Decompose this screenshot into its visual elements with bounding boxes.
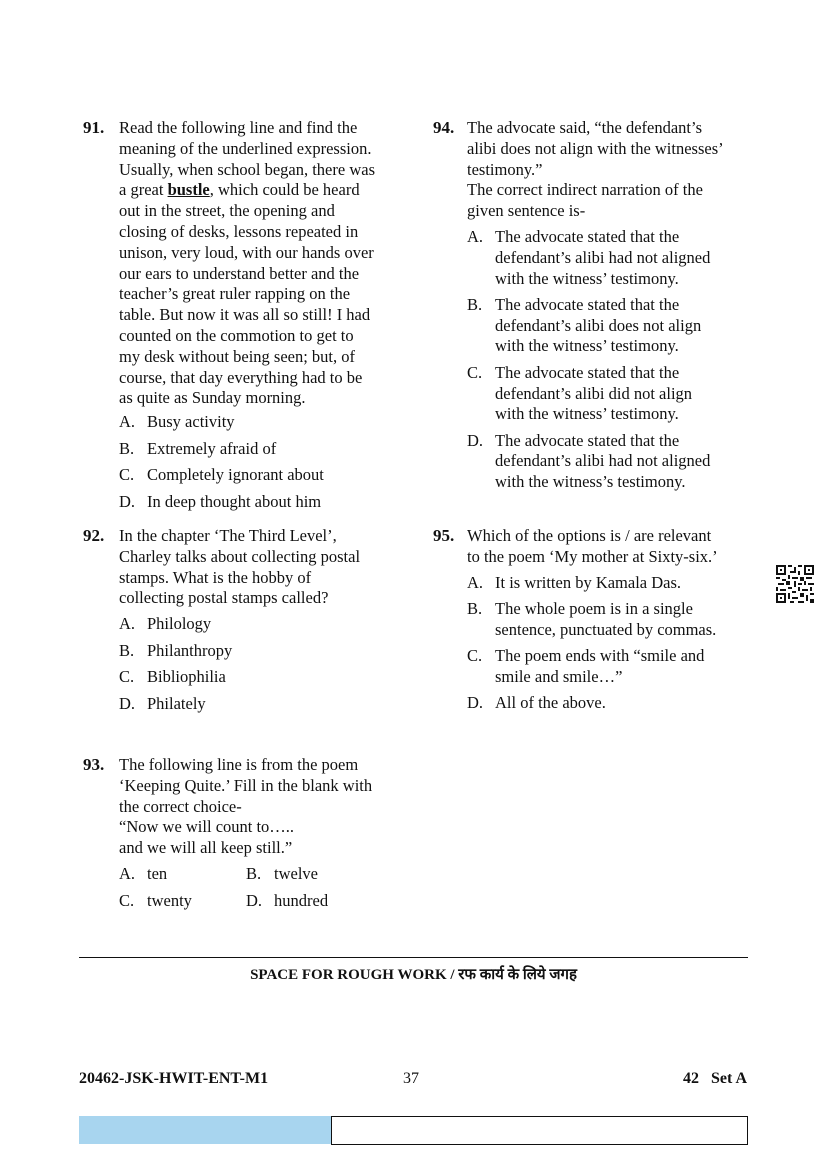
option-c[interactable]: C. twenty bbox=[119, 890, 192, 910]
footer-bar-box bbox=[331, 1116, 748, 1145]
option-d[interactable]: D. All of the above. bbox=[467, 693, 606, 713]
option-b[interactable]: B. twelve bbox=[246, 864, 318, 883]
option-a[interactable]: A. It is written by Kamala Das. bbox=[467, 573, 682, 592]
question-number: 92. bbox=[83, 526, 105, 545]
question-number: 91. bbox=[83, 118, 105, 137]
question-text: The following line is from the poem ‘Keeping Quite.’ Fill in the blank with the correct choice- “Now we will count to….. and we will all keep still.” bbox=[119, 755, 373, 858]
option-b[interactable]: B. The advocate stated that the defendant’s alibi does not align with the witness’ testimony. bbox=[467, 294, 702, 356]
options-list bbox=[467, 227, 710, 499]
footer-bar-shaded bbox=[79, 1116, 331, 1144]
option-d[interactable]: D. The advocate stated that the defendant’s alibi had not aligned with the witness’s testimony. bbox=[467, 430, 711, 492]
question-text: The advocate said, “the defendant’s alibi does not align with the witnesses’ testimony.” The correct indirect narration of the given sentence is- bbox=[467, 118, 724, 221]
option-a[interactable]: A. ten bbox=[119, 864, 168, 883]
question-number: 95. bbox=[433, 526, 455, 545]
options-list bbox=[467, 573, 716, 720]
option-c[interactable]: C. The poem ends with “smile and smile and smile…” bbox=[467, 646, 705, 687]
page-number: 37 bbox=[403, 1070, 419, 1087]
option-b[interactable]: B. The whole poem is in a single sentence, punctuated by commas. bbox=[467, 599, 717, 640]
underlined-word: bustle bbox=[167, 180, 210, 200]
options-grid bbox=[119, 864, 419, 917]
question-number: 93. bbox=[83, 755, 105, 774]
qr-code-icon bbox=[776, 565, 814, 603]
divider bbox=[79, 957, 748, 958]
footer-code: 20462-JSK-HWIT-ENT-M1 bbox=[79, 1070, 269, 1087]
option-a[interactable]: A. The advocate stated that the defendant’s alibi had not aligned with the witness’ testimony. bbox=[467, 227, 711, 288]
option-c[interactable]: C. The advocate stated that the defendant’s alibi did not align with the witness’ testimony. bbox=[467, 362, 693, 424]
question-text: In the chapter ‘The Third Level’, Charley talks about collecting postal stamps. What is the hobby of collecting postal stamps called? bbox=[119, 526, 361, 608]
option-d[interactable]: D. hundred bbox=[246, 890, 329, 910]
rough-work-heading: SPACE FOR ROUGH WORK / रफ कार्य के लिये जगह bbox=[250, 967, 577, 983]
set-label: 42 Set A bbox=[683, 1070, 747, 1087]
question-number: 94. bbox=[433, 118, 455, 137]
question-text: Read the following line and find the meaning of the underlined expression. Usually, when school began, there was a great bustle, which could be heard out in the street, the opening and closing of desks, lessons repeated in unison, very loud, with our hands over our ears to understand better and the teacher’s great ruler rapping on the table. But now it was all so still! I had counted on the commotion to get to my desk without being seen; but, of course, that day everything had to be as quite as Sunday morning. bbox=[119, 118, 375, 408]
question-text: Which of the options is / are relevant to the poem ‘My mother at Sixty-six.’ bbox=[467, 526, 718, 566]
